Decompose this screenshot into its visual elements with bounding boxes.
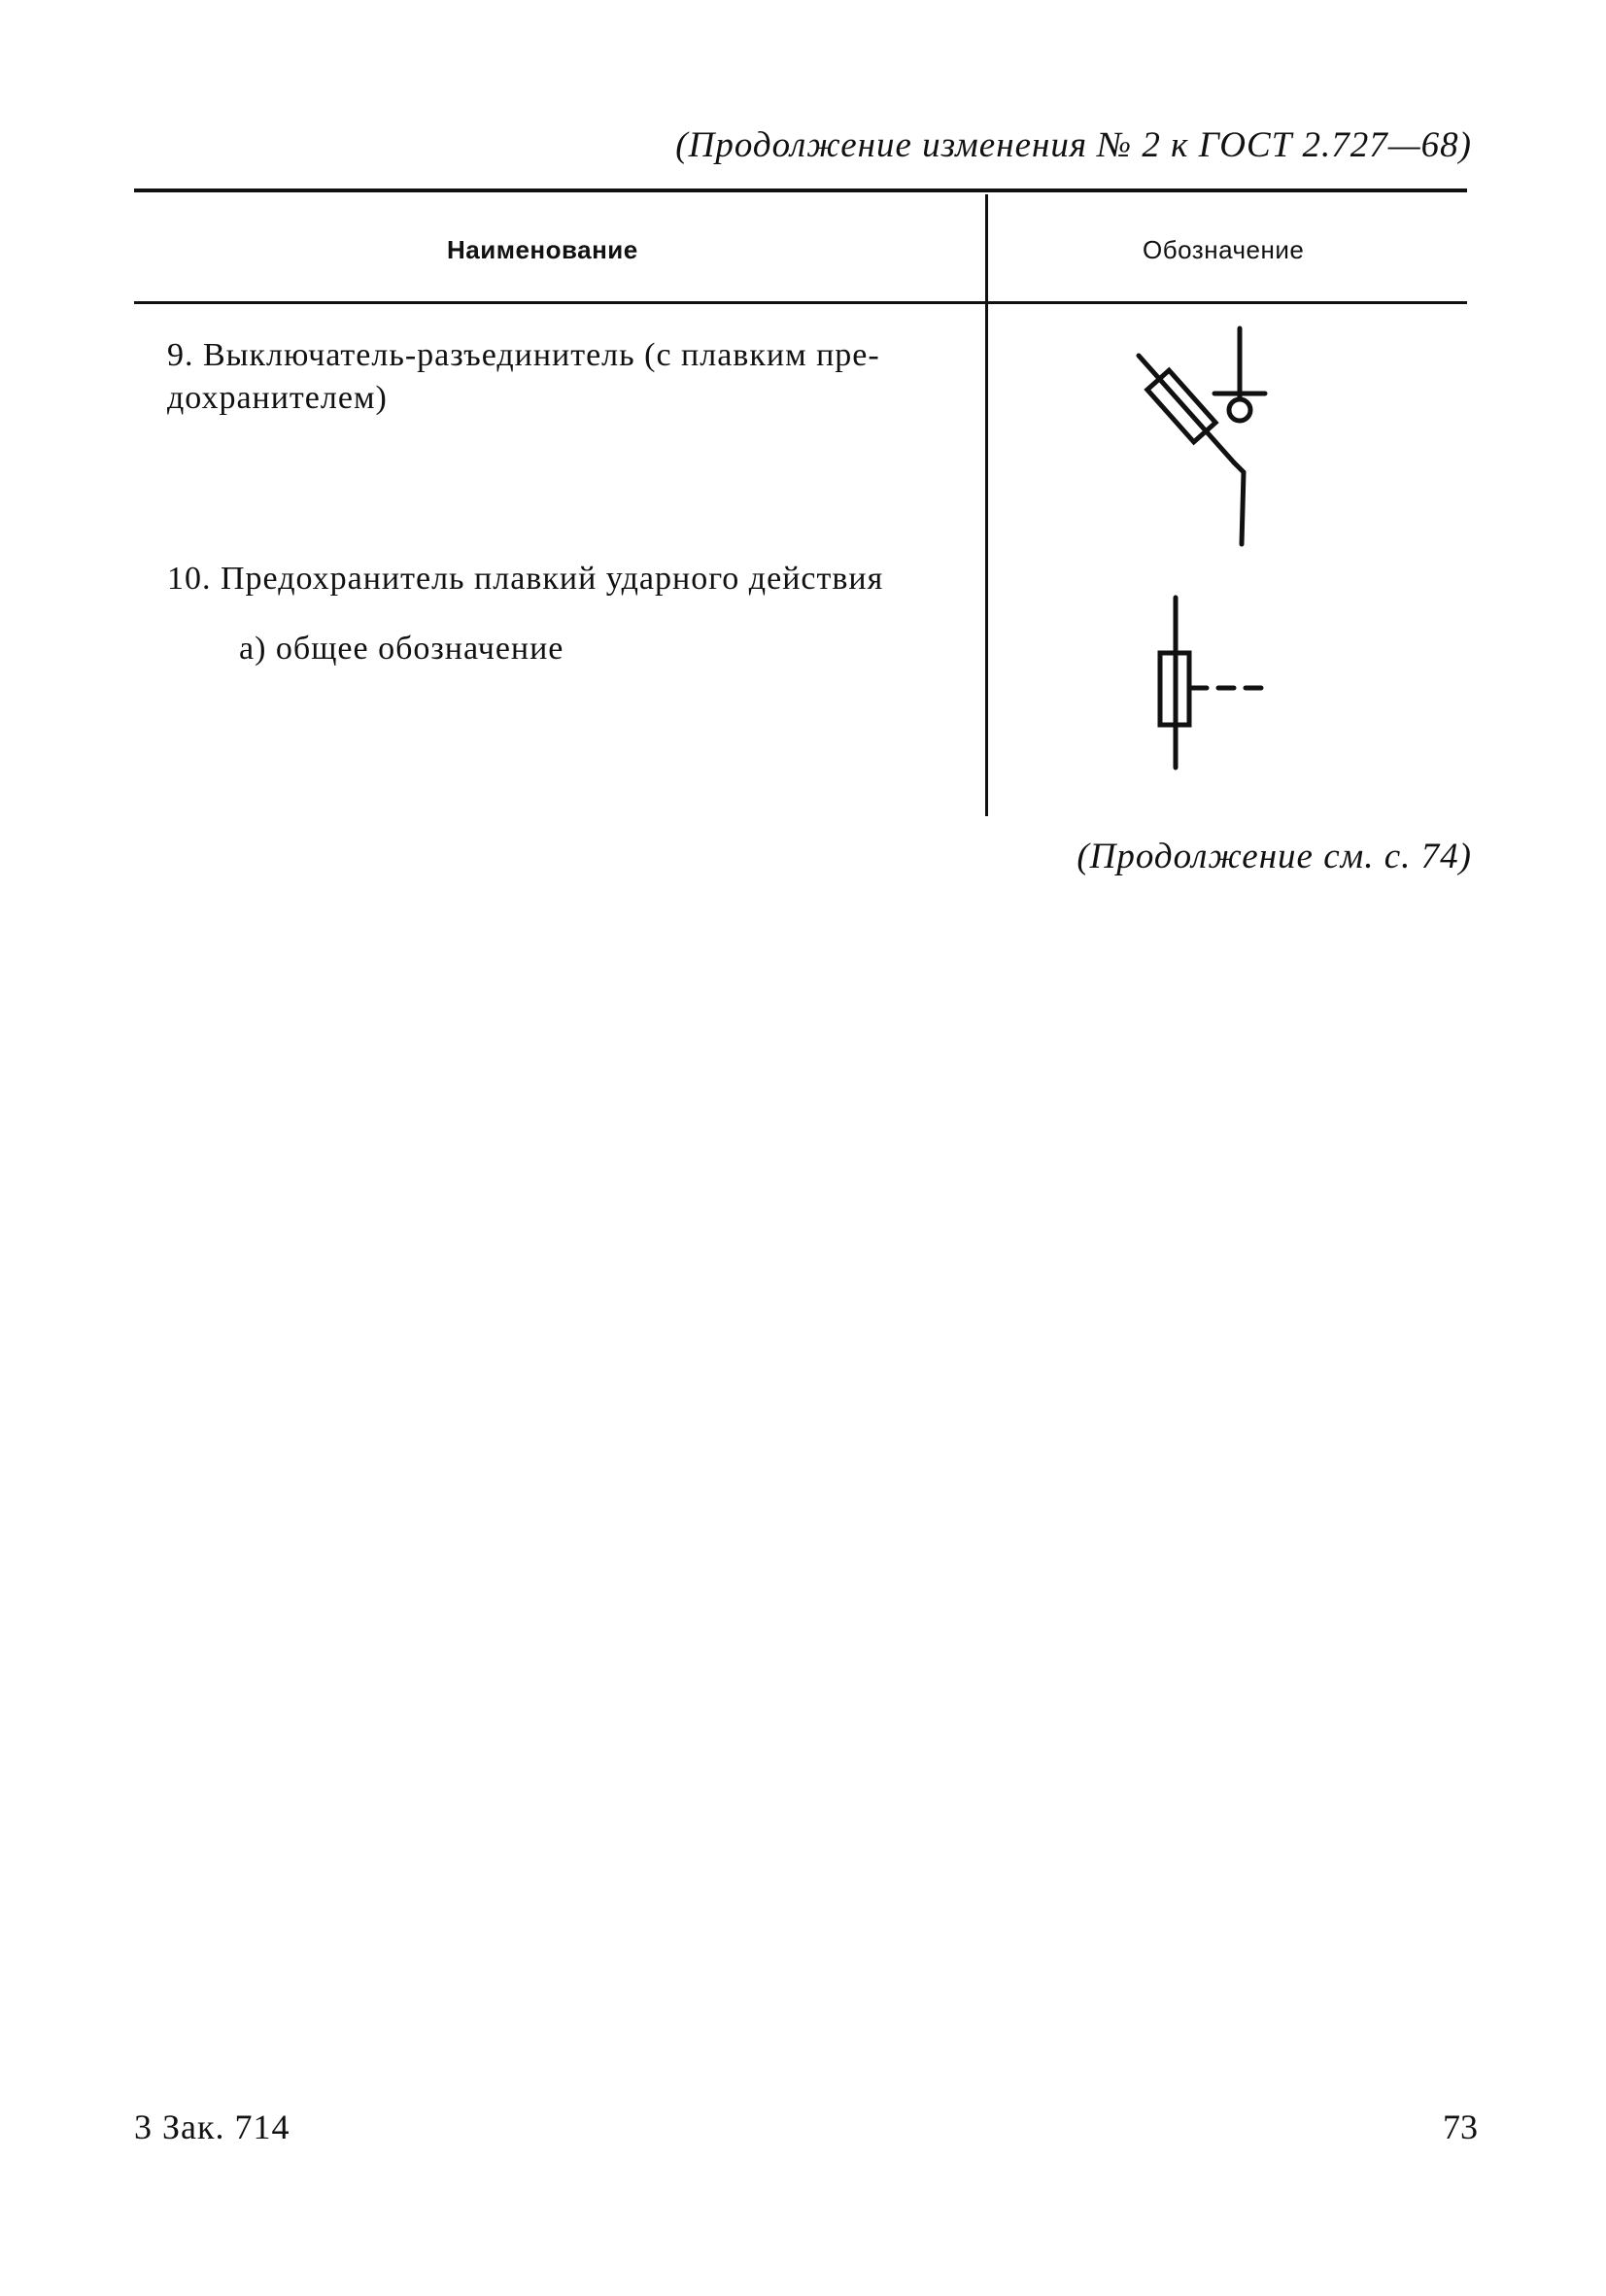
table-row-10a-name: а) общее обозначение [239, 631, 564, 667]
row-9-name-line2: дохранителем) [167, 380, 388, 416]
table-top-rule [134, 188, 1467, 192]
column-header-symbol: Обозначение [1143, 235, 1305, 264]
row-9-name-line1: 9. Выключатель-разъединитель (с плавким пре- [167, 337, 880, 373]
table-column-divider [985, 194, 988, 816]
striker-fuse-symbol [1137, 593, 1292, 777]
table-row-10-name: 10. Предохранитель плавкий ударного действия [167, 561, 884, 597]
table-row-9-name [167, 334, 964, 420]
order-number: 3 Зак. 714 [134, 2108, 290, 2146]
continuation-footer: (Продолжение см. с. 74) [1076, 837, 1472, 876]
continuation-header: (Продолжение изменения № 2 к ГОСТ 2.727—68) [675, 125, 1472, 165]
fuse-switch-disconnector-symbol [1117, 321, 1273, 554]
table-header-rule [134, 301, 1467, 304]
column-header-name: Наименование [447, 235, 638, 264]
page-number: 73 [1443, 2108, 1478, 2146]
